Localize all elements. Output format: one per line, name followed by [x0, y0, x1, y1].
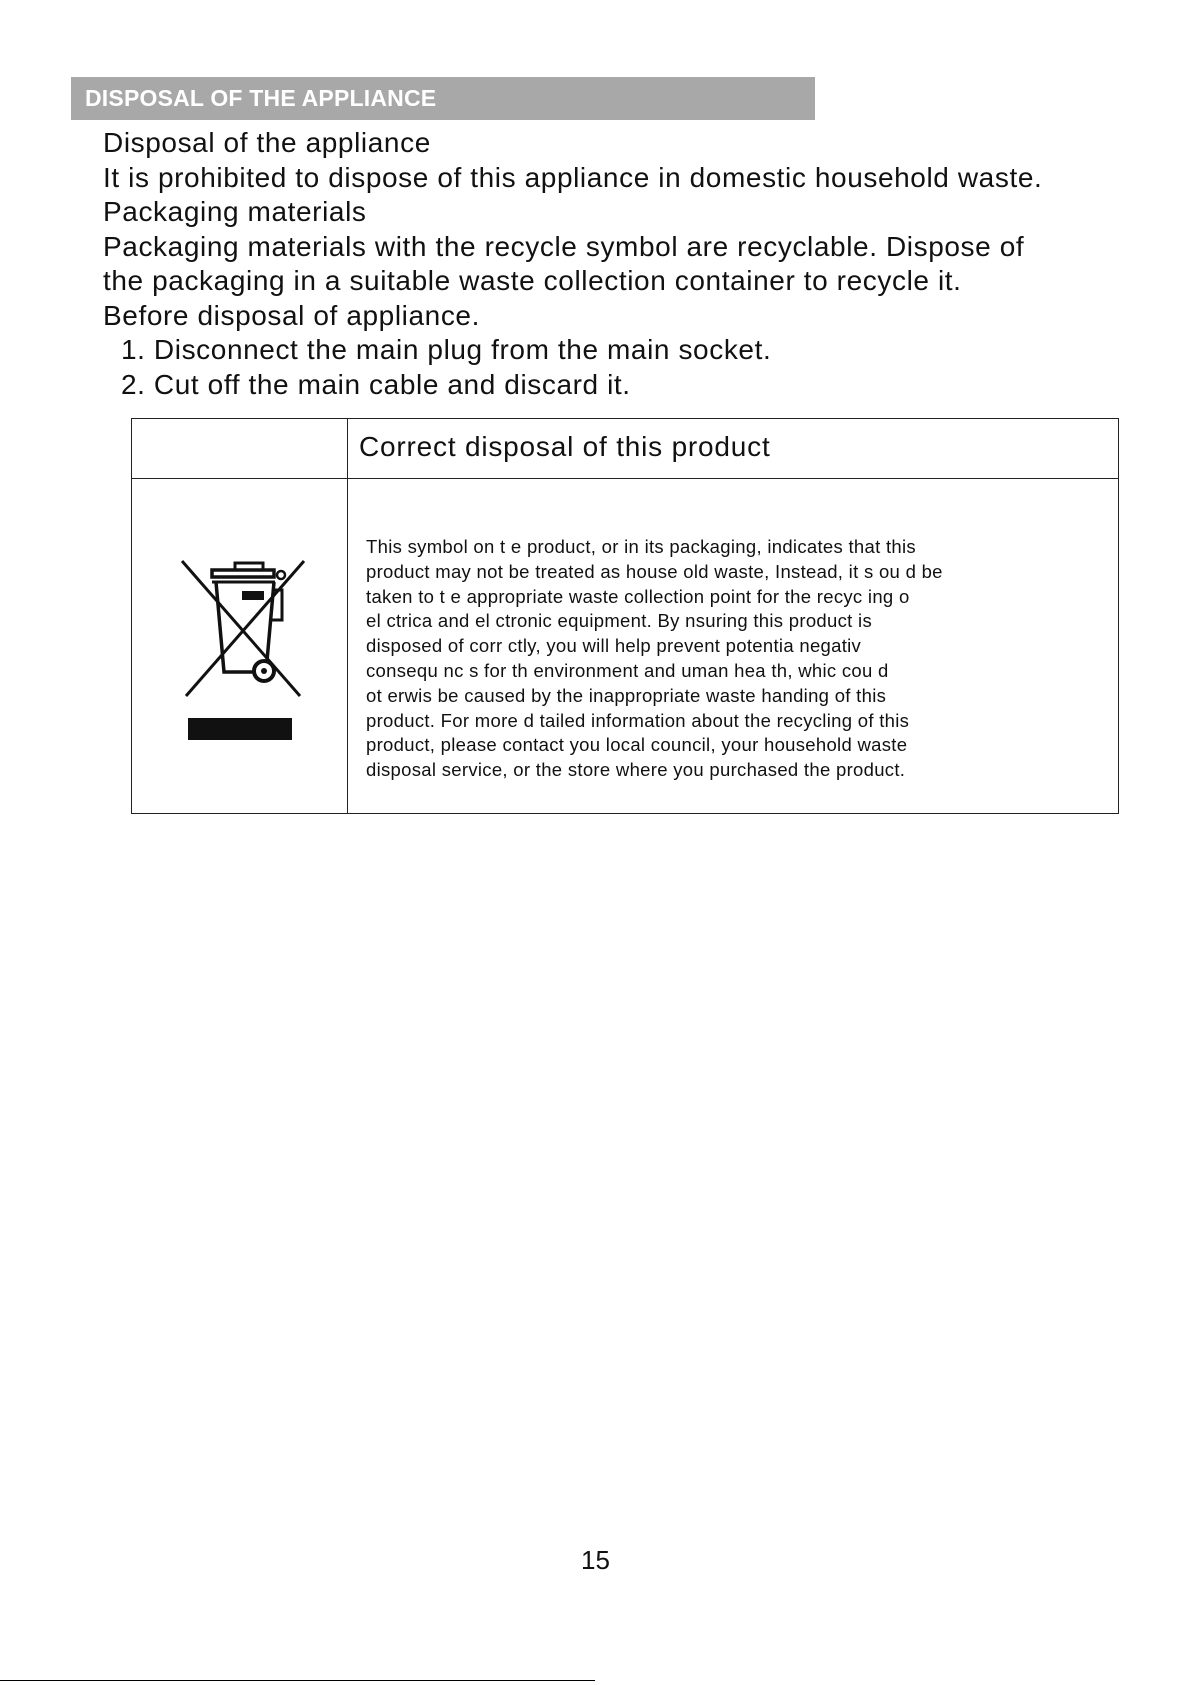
body-text	[103, 126, 1183, 402]
heading-packaging: Packaging materials	[103, 196, 367, 227]
description-line: product, please contact you local council, your household waste	[366, 734, 908, 756]
footer-rule	[0, 1680, 595, 1681]
description-line: disposed of corr ctly, you will help prevent potentia negativ	[366, 635, 862, 657]
paragraph-prohibition: It is prohibited to dispose of this appliance in domestic household waste.	[103, 161, 1043, 193]
page-number: 15	[581, 1545, 610, 1575]
heading-disposal: Disposal of the appliance	[103, 127, 431, 158]
description-line: el ctrica and el ctronic equipment. By nsuring this product is	[366, 610, 873, 632]
step-1: 1. Disconnect the main plug from the main socket.	[121, 334, 772, 365]
description-line: product. For more d tailed information about the recycling of this	[366, 709, 910, 731]
table-title: Correct disposal of this product	[359, 431, 771, 462]
paragraph-packaging-2: the packaging in a suitable waste collection container to recycle it.	[103, 265, 962, 296]
description-line: taken to t e appropriate waste collection point for the recyc ing o	[366, 585, 910, 607]
step-2: 2. Cut off the main cable and discard it.	[121, 368, 631, 400]
crossed-out-wheelie-bin-icon	[178, 560, 308, 740]
description-line: disposal service, or the store where you purchased the product.	[366, 759, 906, 781]
description-line: ot erwis be caused by the inappropriate waste handing of this	[366, 684, 887, 706]
paragraph-packaging-1: Packaging materials with the recycle symbol are recyclable. Dispose of	[103, 230, 1025, 262]
description-line: This symbol on t e product, or in its packaging, indicates that this	[366, 536, 916, 557]
section-title-bar	[71, 77, 815, 120]
table-row-divider	[132, 478, 1118, 479]
disposal-info-table	[131, 418, 1119, 814]
heading-before-disposal: Before disposal of appliance.	[103, 299, 480, 331]
table-description	[366, 535, 1096, 783]
description-line: product may not be treated as house old waste, Instead, it s ou d be	[366, 560, 943, 582]
description-line: consequ nc s for th environment and uman hea th, whic cou d	[366, 659, 889, 681]
section-title: DISPOSAL OF THE APPLIANCE	[85, 85, 437, 111]
